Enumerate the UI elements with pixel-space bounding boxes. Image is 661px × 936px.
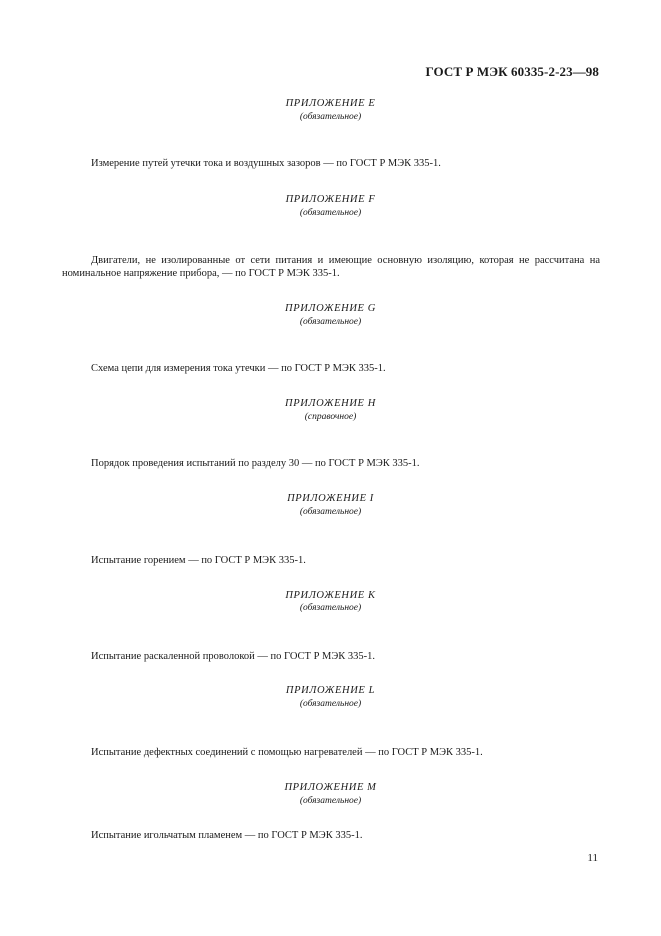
appendix-m-title: ПРИЛОЖЕНИЕ M	[284, 782, 377, 793]
appendix-h-text: Порядок проведения испытаний по разделу 30 — по ГОСТ Р МЭК 335-1.	[91, 458, 420, 469]
appendix-f-title: ПРИЛОЖЕНИЕ F	[285, 194, 376, 205]
appendix-i-text: Испытание горением — по ГОСТ Р МЭК 335-1.	[91, 555, 306, 566]
appendix-k-status: (обязательное)	[299, 603, 362, 613]
appendix-e-text: Измерение путей утечки тока и воздушных зазоров — по ГОСТ Р МЭК 335-1.	[91, 158, 441, 169]
appendix-l-status: (обязательное)	[299, 699, 362, 709]
document-header: ГОСТ Р МЭК 60335-2-23—98	[425, 64, 599, 79]
appendix-l-title: ПРИЛОЖЕНИЕ L	[285, 685, 376, 696]
appendix-h-status: (справочное)	[304, 412, 357, 422]
appendix-e-status: (обязательное)	[299, 112, 362, 122]
page-number: 11	[587, 852, 598, 864]
appendix-g-text: Схема цепи для измерения тока утечки — по ГОСТ Р МЭК 335-1.	[91, 363, 386, 374]
appendix-e-title: ПРИЛОЖЕНИЕ E	[285, 98, 376, 109]
appendix-k-text: Испытание раскаленной проволокой — по ГОСТ Р МЭК 335-1.	[91, 651, 376, 662]
appendix-l-text: Испытание дефектных соединений с помощью нагревателей — по ГОСТ Р МЭК 335-1.	[91, 747, 483, 758]
appendix-f-text: Двигатели, не изолированные от сети питания и имеющие основную изоляцию, которая не рассчитана на номинальное напряжение прибора, — по ГОСТ Р МЭК 335-1.	[62, 255, 600, 279]
appendix-h-title: ПРИЛОЖЕНИЕ H	[285, 398, 376, 409]
appendix-i-status: (обязательное)	[299, 507, 362, 517]
appendix-f-status: (обязательное)	[299, 208, 362, 218]
appendix-k-title: ПРИЛОЖЕНИЕ K	[285, 590, 376, 601]
appendix-i-title: ПРИЛОЖЕНИЕ I	[287, 493, 374, 504]
appendix-m-text: Испытание игольчатым пламенем — по ГОСТ Р МЭК 335-1.	[91, 830, 363, 841]
appendix-g-status: (обязательное)	[299, 317, 362, 327]
appendix-m-status: (обязательное)	[299, 796, 362, 806]
appendix-g-title: ПРИЛОЖЕНИЕ G	[285, 303, 376, 314]
